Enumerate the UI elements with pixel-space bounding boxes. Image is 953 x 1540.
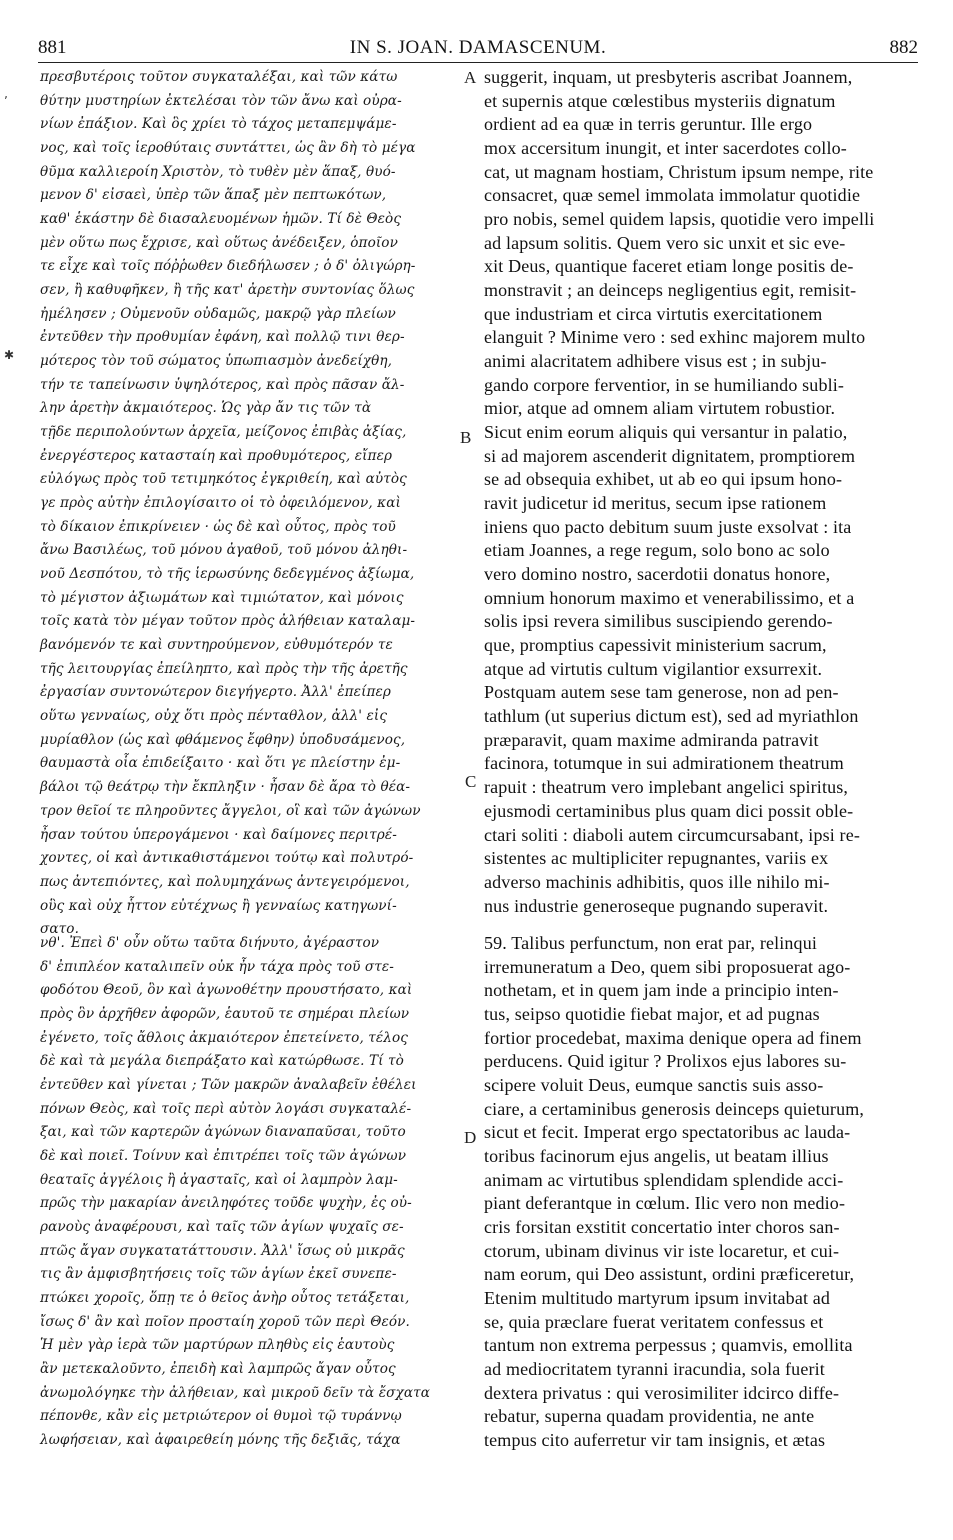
text-line: τῆς λειτουργίας ἐπείληπτο, καὶ πρὸς τὴν τῆς ἀρετῆς [40, 660, 408, 677]
text-line: σατο. [40, 921, 79, 938]
text-line: βανόμενόν τε καὶ συντηρούμενον, εὐθυμότερόν τε [40, 637, 393, 654]
text-line: θαυμαστὰ οἷα ἐπιδείξαιτο · καὶ ὅτι γε πλείστην ἐμ- [40, 755, 401, 772]
text-line: cris forsitan exstitit concertatio inter choros san- [484, 1217, 840, 1238]
margin-mark-icon: ʼ [4, 94, 8, 108]
text-line: καθ' ἑκάστην δὲ διασαλευομένων ἡμῶν. Τί δὲ Θεὸς [40, 211, 402, 228]
text-line: νοῦ Δεσπότου, τὸ τῆς ἱερωσύνης δεδεγμένος ἀξίωμα, [40, 566, 415, 583]
greek-column-top [40, 66, 470, 938]
text-line: πόνων Θεὸς, καὶ τοῖς περὶ αὐτὸν λογάσι συγκαταλέ- [40, 1100, 412, 1117]
text-line: γε πρὸς αὐτὴν ἐπιλογίσαιτο οἱ τὸ ὀφειλόμενον, καὶ [40, 495, 401, 512]
text-line: solis ipsi revera similibus suscipiendo gerendo- [484, 611, 833, 632]
text-line: νθ'. Ἐπεὶ δ' οὖν οὕτω ταῦτα διήνυτο, ἀγέραστον [40, 935, 380, 951]
latin-column-bottom [484, 932, 924, 1452]
running-title: IN S. JOAN. DAMASCENUM. [349, 37, 607, 58]
text-line: elanguit ? Minime vero : sed exhinc majorem multo [484, 327, 866, 348]
text-line: νος, καὶ τοῖς ἱεροθύταις συντάττει, ὡς ἂν δὴ τὸ μέγα [40, 140, 416, 157]
text-line: τῇδε περιπολούντων ἀρχεῖα, μείζονος ἐπιβὰς ἀξίας, [40, 424, 407, 441]
text-line: Sicut enim eorum aliquis qui versantur in palatio, [484, 422, 848, 443]
text-line: adverso machinis adhibitis, quos ille nihilo mi- [484, 871, 830, 892]
text-line: 59. Talibus perfunctum, non erat par, relinqui [484, 933, 818, 953]
text-line: et supernis atque cœlestibus mysteriis dignatum [484, 90, 836, 111]
text-line: θῦμα καλλιερoίη Χριστὸν, τὸ τυθὲν μὲν ἅπαξ, θυό- [40, 163, 396, 180]
text-line: Etenim multitudo martyrum ipsum invitabat ad [484, 1288, 831, 1309]
text-line: θύτην μυστηρίων ἐκτελέσαι τὸν τῶν ἄνω καὶ οὐρα- [40, 92, 402, 109]
text-line: rapuit : theatrum vero implebant angelici spiritus, [484, 777, 849, 798]
text-line: xit Deus, quantique faceret etiam longe positis de- [484, 256, 854, 277]
text-line: θεαταῖς ἀγγέλοις ἢ ἀγασταῖς, καὶ οἱ λαμπρὸν λαμ- [40, 1171, 398, 1188]
text-line: ρανοὺς ἀναφέρουσι, καὶ ταῖς τῶν ἁγίων ψυχαῖς σε- [40, 1219, 404, 1236]
text-line: nam eorum, qui Deo assistunt, ordini præficeretur, [484, 1264, 855, 1285]
text-line: nothetam, et in quem jam inde a principio inten- [484, 980, 839, 1001]
text-line: mior, atque ad omnem aliam virtutem robustior. [484, 398, 836, 419]
text-line: vero domino nostro, sacerdotii donatus honore, [484, 564, 831, 585]
text-line: se, quia præclare fuerat veritatem confessus et [484, 1311, 824, 1332]
text-line: animam ac virtutibus splendidam splendide acci- [484, 1169, 844, 1190]
text-line: τις ἂν ἀμφισβητήσεις τοῖς τῶν ἁγίων ἐκεῖ συνεπε- [40, 1266, 397, 1283]
text-line: que, promptius capessivit ministerium sacrum, [484, 635, 827, 656]
text-line: τρον θεῖοί τε πληροῦντες ἄγγελοι, οἳ καὶ τῶν ἀγώνων [40, 802, 421, 819]
text-line: δὲ καὶ τὰ μεγάλα διεπράξατο καὶ κατώρθωσε. Τί τὸ [40, 1053, 404, 1070]
text-line: σεν, ἢ καθυφῆκεν, ἢ τῆς κατ' ἀρετὴν συντονίας ὅλως [40, 282, 415, 299]
text-line: τὸ δίκαιον ἐπικρίνειεν · ὡς δὲ καὶ οὗτος, πρὸς τοῦ [40, 518, 396, 535]
text-line: fortior procedebat, maxima denique opera ad finem [484, 1027, 862, 1048]
text-line: perducens. Quid igitur ? Prolixos ejus labores su- [484, 1051, 847, 1072]
section-marker-d: D [464, 1128, 477, 1147]
margin-mark-icon: ✱ [4, 348, 15, 362]
text-line: ἦσαν τούτου ὑπερογάμενοι · καὶ δαίμονες περιτρέ- [40, 826, 397, 843]
text-line: μενον δ' εἰσαεὶ, ὑπὲρ τῶν ἅπαξ μὲν πεπτωκότων, [40, 187, 387, 204]
text-line: monstravit ; an deinceps negligentius egit, remisit- [484, 280, 857, 301]
text-line: etiam Joannes, a rege regum, solo bono ac solo [484, 540, 830, 561]
text-line: ad lapsum solitis. Quem vero sic unxit et sic eve- [484, 232, 846, 253]
text-line: δ' ἐπιπλέον καταλιπεῖν οὐκ ἦν τάχα πρὸς τοῦ στε- [40, 958, 394, 975]
text-line: se ad obsequia exhibet, ut ab eo qui ipsum hono- [484, 469, 843, 490]
text-line: πτῶς ἄγαν συγκατατάττουσιν. Ἀλλ' ἴσως οὐ μικρᾶς [40, 1242, 405, 1259]
text-line: λην ἀρετὴν ἀκμαιότερος. Ὡς γὰρ ἄν τις τῶν τὰ [40, 400, 372, 417]
text-line: ravit judicetur id meritus, secum ipse rationem [484, 493, 827, 514]
text-line: sicut et fecit. Imperat ergo spectatoribus ac lauda- [484, 1122, 851, 1143]
text-line: πρὸς ὃν ἀρχῆθεν ἀφορῶν, ἑαυτοῦ τε σημέραι πλείων [40, 1006, 410, 1023]
text-line: ciare, a certaminibus generosis deinceps quieturum, [484, 1098, 865, 1119]
text-line: facinora, totumque in sui admirationem theatrum [484, 753, 844, 774]
section-marker-c: C [465, 772, 477, 791]
text-line: δὲ καὶ ποιεῖ. Τοίνυν καὶ ἐπιτρέπει τοῖς τῶν ἀγώνων [40, 1148, 407, 1165]
text-line: rebatur, superna quadam providentia, ne ante [484, 1406, 815, 1427]
text-line: ejusmodi certaminibus plus quam dici possit oble- [484, 800, 854, 821]
text-line: ἀνωμολόγηκε τὴν ἀλήθειαν, καὶ μικροῦ δεῖν τὰ ἔσχατα [40, 1384, 431, 1401]
text-line: ξαι, καὶ τῶν καρτερῶν ἀγώνων διαναπαῦσαι, τοῦτο [40, 1124, 406, 1141]
text-line: animi alacritatem adhibere visus est ; in subju- [484, 351, 827, 372]
text-line: χοντες, οἱ καὶ ἀντικαθιστάμενοι τούτῳ καὶ πολυτρό- [40, 850, 414, 867]
text-line: ἐγένετο, τοῖς ἄθλοις ἀκμαιότερον ἐπετείνετο, τέλος [40, 1029, 409, 1046]
text-line: λωφήσειαν, καὶ ἀφαιρεθείη μόνης τῆς δεξιᾶς, τάχα [40, 1432, 401, 1449]
text-line: tus, seipso quotidie fiebat major, et ad pugnas [484, 1004, 820, 1025]
text-line: εὐλόγως πρὸς τοῦ τετιμηκότος ἐγκριθείη, καὶ αὐτὸς [40, 471, 407, 488]
page-number-left: 881 [38, 37, 67, 58]
text-line: tantum non extrema perpessus ; quamvis, emollita [484, 1335, 853, 1356]
text-line: gando corpore ferventior, in se humiliando subli- [484, 374, 845, 395]
text-line: cat, ut magnam hostiam, Christum ipsum nempe, rite [484, 161, 874, 182]
text-line: μὲν οὕτω πως ἔχρισε, καὶ οὕτως ἀνέδειξεν, ὁποῖον [40, 234, 398, 251]
section-marker-b: B [460, 428, 472, 447]
text-line: Postquam autem sese tam generose, non ad pen- [484, 682, 839, 703]
text-line: suggerit, inquam, ut presbyteris ascribat Joannem, [484, 67, 853, 87]
text-line: ἴσως δ' ἂν καὶ ποῖον προσταίη χοροῦ τῶν περὶ Θεόν. [40, 1313, 410, 1330]
text-line: οὓς καὶ οὐχ ἧττον εὐτέχνως ἢ γενναίως κατηγωνί- [40, 897, 397, 914]
text-line: piant deferantque in cœlum. Ilic vero non medio- [484, 1193, 846, 1214]
latin-column-top [484, 66, 924, 918]
text-line: ctari soliti : diaboli autem circumcursabant, ipsi re- [484, 824, 860, 845]
text-line: toribus facinorum ejus angelis, ut beatam illius [484, 1146, 829, 1167]
text-line: nus industrie generoseque pugnando superavit. [484, 895, 829, 916]
text-line: ἐνεργέστερος κατασταίη καὶ προθυμότερος, εἴπερ [40, 447, 393, 464]
text-line: ἐντεῦθεν τὴν προθυμίαν ἐφάνη, καὶ πολλῷ τινι θερ- [40, 329, 405, 346]
text-line: præparavit, quam maxime admiranda patravit [484, 729, 819, 750]
text-line: que industriam et circa virtutis exercitationem [484, 303, 823, 324]
text-line: πρεσβυτέροις τοῦτον συγκαταλέξαι, καὶ τῶν κάτω [40, 69, 398, 85]
text-line: Ἡ μὲν γὰρ ἱερὰ τῶν μαρτύρων πληθὺς εἰς ἑαυτοὺς [40, 1337, 395, 1354]
text-line: atque ad virtutis cultum vigilantior exsurrexit. [484, 658, 823, 679]
text-line: τήν τε ταπείνωσιν ὑψηλότερος, καὶ πρὸς πᾶσαν ἄλ- [40, 376, 405, 393]
text-line: νίων ἐπάξιον. Καὶ ὃς χρίει τὸ τάχος μεταπεμψάμε- [40, 116, 397, 133]
text-line: τὸ μέγιστον ἀξιωμάτων καὶ τιμιώτατον, καὶ μόνοις [40, 589, 404, 606]
text-line: omnium honorum maximo et venerabilissimo, et a [484, 587, 855, 608]
text-line: mox accersitum inungit, et inter sacerdotes collo- [484, 138, 847, 159]
text-line: dextera privatus : qui verosimiliter idcirco diffe- [484, 1382, 840, 1403]
text-line: irremuneratum a Deo, quem sibi proposuerat ago- [484, 956, 851, 977]
text-line: πέπονθε, κἂν εἰς μετριώτερον οἱ θυμοὶ τῷ τυράννῳ [40, 1408, 402, 1425]
text-line: ἐργασίαν συντονώτερον διεγήγερτο. Ἀλλ' ἐπείπερ [40, 684, 392, 701]
text-line: φοδότου Θεοῦ, ὃν καὶ ἀγωνοθέτην προυστήσατο, καὶ [40, 982, 413, 999]
text-line: ἐντεῦθεν καὶ γίνεται ; Τῶν μακρῶν ἀναλαβεῖν ἐθέλει [40, 1077, 417, 1094]
text-line: consacret, quæ semel immolata immolatur quotidie [484, 185, 861, 206]
page-number-right: 882 [889, 37, 918, 58]
text-line: sistentes ac multipliciter repugnantes, variis ex [484, 848, 829, 869]
text-line: tempus cito auferretur vir tam insignis, et ætas [484, 1430, 826, 1451]
text-line: πτώκει χοροῖς, ὅπῃ τε ὁ θεῖος ἀνὴρ οὗτος τετάξεται, [40, 1290, 410, 1307]
running-header [38, 36, 918, 63]
text-line: τε εἶχε καὶ τοῖς πόῤῥωθεν διεδήλωσεν ; ὁ δ' ὀλιγώρη- [40, 258, 416, 275]
text-line: πρῶς τὴν μακαρίαν ἀνειληφότες τοῦδε ψυχὴν, ἐς οὐ- [40, 1195, 412, 1212]
text-line: οὕτω γενναίως, οὐχ ὅτι πρὸς πένταθλον, ἀλλ' εἰς [40, 708, 388, 725]
text-line: ctorum, ubinam divinus vir iste locaretur, et cui- [484, 1240, 840, 1261]
text-line: ἂν μετεκαλοῦντο, ἐπειδὴ καὶ λαμπρῶς ἄγαν οὗτος [40, 1361, 396, 1378]
greek-column-bottom [40, 932, 470, 1452]
text-line: ἄνω Βασιλέως, τοῦ μόνου ἀγαθοῦ, τοῦ μόνου ἀληθι- [40, 542, 408, 559]
text-line: μυρίαθλον (ὡς καὶ φθάμενος ἔφθην) ὑποδυσάμενος, [40, 731, 406, 748]
text-line: pro nobis, semel quidem lapsis, quotidie vero impelli [484, 209, 875, 230]
text-line: πως ἀντεπιόντες, καὶ πολυμηχάνως ἀντεγειρόμενοι, [40, 873, 410, 890]
text-line: scipere voluit Deus, eumque sanctis suis asso- [484, 1075, 824, 1096]
text-line: tathlum (ut superius dictum est), sed ad myriathlon [484, 706, 859, 727]
text-line: βάλοι τῷ θεάτρῳ τὴν ἔκπληξιν · ἦσαν δὲ ἄρα τὸ θέα- [40, 779, 411, 796]
text-line: si ad majorem ascenderit dignitatem, promptiorem [484, 445, 856, 466]
text-line: ἠμέλησεν ; Οὐμενοῦν οὐδαμῶς, μακρῷ γὰρ πλείων [40, 305, 396, 322]
text-line: μότερος τὸν τοῦ σώματος ὑπωπιασμὸν ἀνεδείχθη, [40, 353, 393, 370]
text-line: ad mediocritatem tyranni iracundia, sola fuerit [484, 1359, 825, 1380]
text-line: ordient ad ea quæ in terris geruntur. Ille ergo [484, 114, 813, 135]
section-marker-a: A [464, 68, 477, 87]
text-line: τοῖς κατὰ τὸν μέγαν τοῦτον πρὸς ἀλήθειαν καταλαμ- [40, 613, 416, 630]
text-line: iniens quo pacto debitum suum juste exsolvat : ita [484, 516, 852, 537]
